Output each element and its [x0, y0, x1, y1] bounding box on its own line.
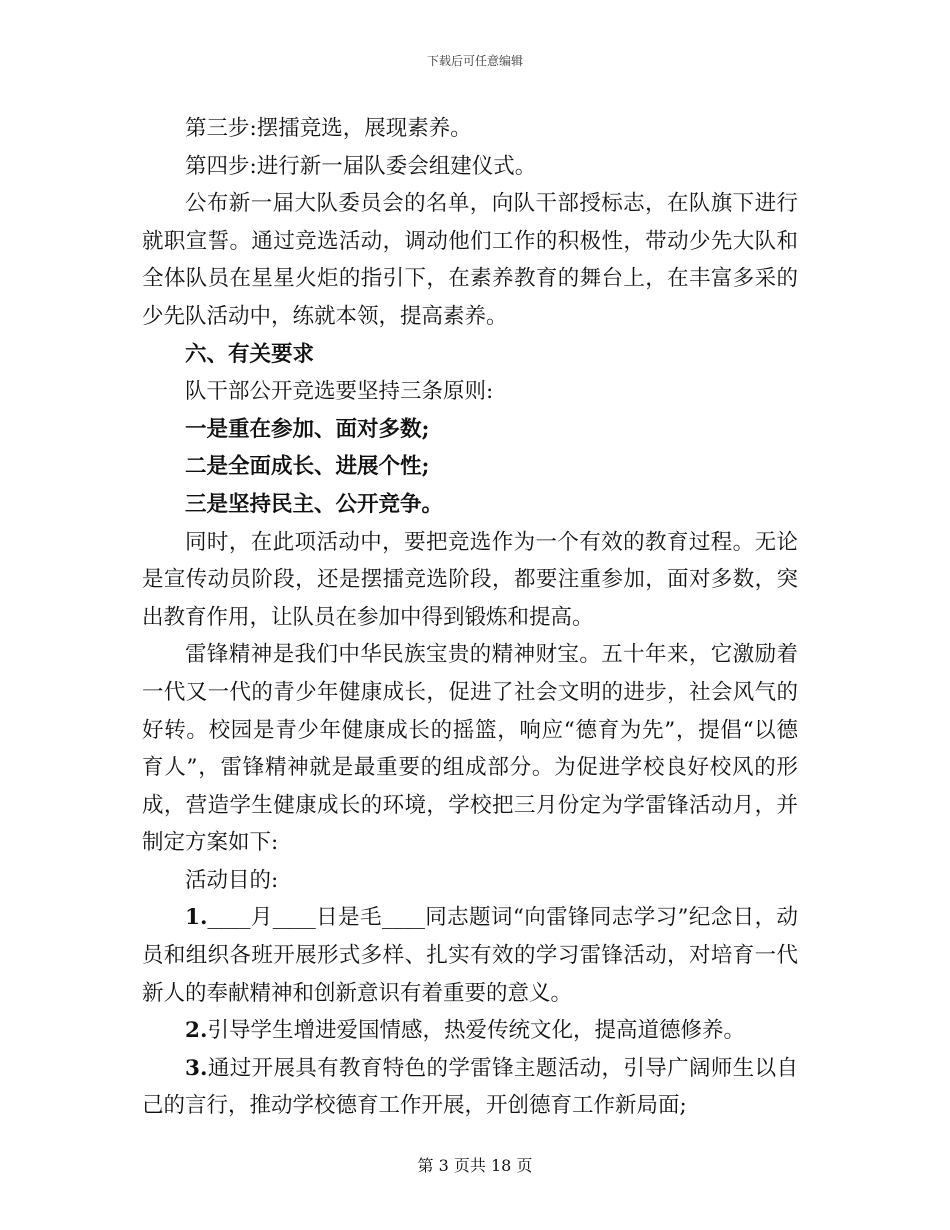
section-heading-requirements: 六、有关要求	[185, 341, 315, 367]
purpose-item-1	[142, 899, 798, 1012]
item-number: 2.	[185, 1018, 208, 1044]
purpose-item-2	[142, 1012, 798, 1050]
principle-two: 二是全面成长、进展个性;	[185, 454, 430, 480]
paragraph-activity-purpose: 活动目的:	[185, 867, 279, 893]
paragraph-step-three: 第三步:摆擂竞选，展现素养。	[185, 116, 472, 141]
paragraph-step-four: 第四步:进行新一届队委会组建仪式。	[185, 153, 537, 179]
purpose-item-3	[142, 1050, 798, 1125]
principle-three: 三是坚持民主、公开竞争。	[185, 491, 444, 517]
item-number: 1.	[185, 905, 208, 931]
page-header: 下载后可任意编辑	[426, 54, 523, 68]
item-text: 通过开展具有教育特色的学雷锋主题活动，引导广阔师生以自己的言行，推动学校德育工作开展，开创德育工作新局面;	[142, 1055, 798, 1119]
paragraph-principles-intro: 队干部公开竞选要坚持三条原则:	[185, 379, 494, 405]
page-footer: 第 3 页共 18 页	[417, 1156, 533, 1175]
paragraph-education-process: 同时，在此项活动中，要把竞选作为一个有效的教育过程。无论是宣传动员阶段，还是摆擂竞选阶段，都要注重参加，面对多数，突出教育作用，让队员在参加中得到锻炼和提高。	[142, 529, 798, 630]
principle-one: 一是重在参加、面对多数;	[185, 416, 430, 442]
item-text: ____月____日是毛____同志题词“向雷锋同志学习”纪念日，动员和组织各班开展形式多样、扎实有效的学习雷锋活动，对培育一代新人的奉献精神和创新意识有着重要的意义。	[142, 905, 798, 1006]
item-number: 3.	[185, 1055, 208, 1081]
paragraph-announcement: 公布新一届大队委员会的名单，向队干部授标志，在队旗下进行就职宣誓。通过竞选活动，调动他们工作的积极性，带动少先大队和全体队员在星星火炬的指引下，在素养教育的舞台上，在丰富多采的少先队活动中，练就本领，提高素养。	[142, 191, 798, 329]
item-text: 引导学生增进爱国情感，热爱传统文化，提高道德修养。	[207, 1018, 745, 1044]
document-body	[142, 110, 798, 1125]
paragraph-leifeng-spirit: 雷锋精神是我们中华民族宝贵的精神财宝。五十年来，它激励着一代又一代的青少年健康成长，促进了社会文明的进步，社会风气的好转。校园是青少年健康成长的摇篮，响应“德育为先”，提倡“以德育人”，雷锋精神就是最重要的组成部分。为促进学校良好校风的形成，营造学生健康成长的环境，学校把三月份定为学雷锋活动月，并制定方案如下:	[142, 642, 798, 856]
